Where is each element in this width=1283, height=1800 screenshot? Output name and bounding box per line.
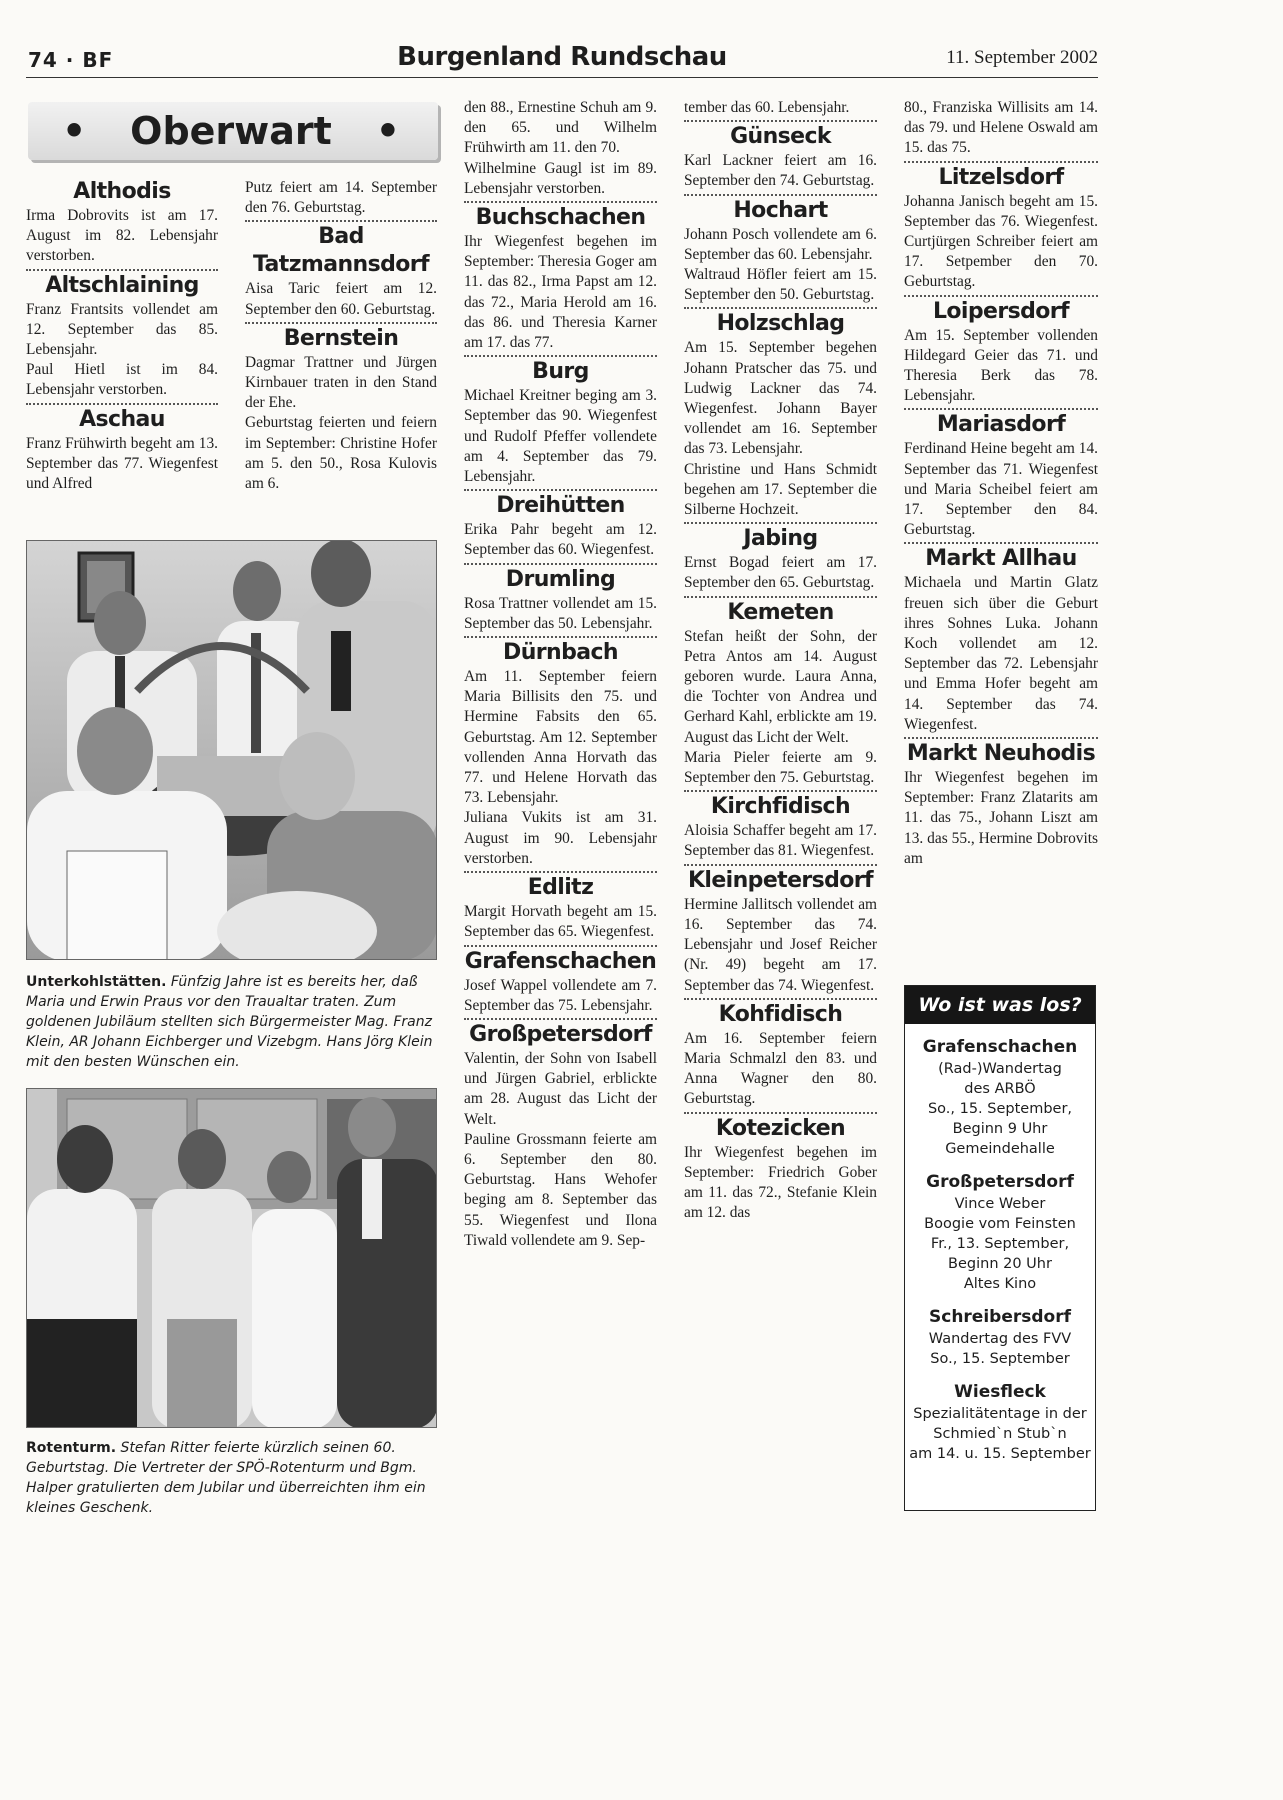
entry-text: Margit Horvath begeht am 15. September das 65. Wiegenfest. bbox=[464, 903, 657, 941]
entry-text: Stefan heißt der Sohn, der Petra Antos am 14. August geboren wurde. Laura Anna, die Tochter von Andrea und Gerhard Kahl, erblickte am 19. August das Licht der Welt. bbox=[684, 627, 877, 746]
entry-text: Aloisia Schaffer begeht am 17. September das 81. Wiegenfest. bbox=[684, 822, 877, 860]
entry-drumling bbox=[464, 563, 657, 634]
entry-text: Ihr Wiegenfest begehen im September: Friedrich Gober am 11. das 72., Stefanie Klein am 12. das bbox=[684, 1143, 877, 1222]
entry-kemeten bbox=[684, 596, 877, 789]
entry-text: Wilhelmine Gaugl ist im 89. Lebensjahr verstorben. bbox=[464, 159, 657, 197]
place-heading: Bad Tatzmannsdorf bbox=[252, 224, 429, 278]
entry-holzschlag bbox=[684, 307, 877, 520]
place-heading: Drumling bbox=[505, 566, 616, 592]
entry-text: Aisa Taric feiert am 12. September den 60. Geburtstag. bbox=[245, 280, 437, 318]
place-heading: Edlitz bbox=[527, 875, 594, 901]
place-heading: Loipersdorf bbox=[933, 298, 1069, 324]
entry-hochart bbox=[684, 194, 877, 306]
entry-gunseck bbox=[684, 120, 877, 191]
entry-althodis bbox=[26, 178, 218, 267]
event-detail: Wandertag des FVV bbox=[928, 1331, 1072, 1347]
photo-birthday-illustration bbox=[27, 1089, 437, 1428]
event-wiesfleck bbox=[905, 1380, 1095, 1464]
entry-text: Ihr Wiegenfest begehen im September: Theresia Goger am 11. das 82., Irma Papst am 12. das 72., Maria Herold am 16. das 86. und Theresia Karner am 17. das 77. bbox=[464, 233, 657, 352]
entry-buchschachen bbox=[464, 201, 657, 353]
place-heading: Jabing bbox=[743, 526, 818, 552]
page-number: 74 · BF bbox=[28, 48, 114, 72]
entry-text: Am 16. September feiern Maria Schmalzl den 83. und Anna Wagner den 80. Geburtstag. bbox=[684, 1029, 877, 1108]
event-place: Wiesfleck bbox=[954, 1382, 1046, 1402]
events-list bbox=[905, 1035, 1095, 1464]
event-detail: Beginn 9 Uhr bbox=[952, 1121, 1048, 1137]
entry-text: Erika Pahr begeht am 12. September das 60. Wiegenfest. bbox=[464, 521, 657, 559]
entry-text: Waltraud Höfler feiert am 15. September den 50. Geburtstag. bbox=[684, 266, 877, 304]
entry-text: Am 15. September begehen Johann Pratscher das 75. und Ludwig Lackner das 74. Wiegenfest. Johann Bayer vollendet am 16. September das 73. Lebensjahr. bbox=[684, 339, 877, 458]
event-detail: (Rad-)Wandertag bbox=[938, 1061, 1062, 1077]
entry-text: Karl Lackner feiert am 16. September den 74. Geburtstag. bbox=[684, 152, 877, 190]
place-heading: Markt Allhau bbox=[925, 546, 1077, 572]
place-heading: Kohfidisch bbox=[718, 1001, 843, 1027]
entry-continued bbox=[904, 98, 1098, 159]
entry-mariasdorf bbox=[904, 408, 1098, 540]
entry-text: Am 15. September vollenden Hildegard Geier das 71. und Theresia Berk das 78. Lebensjahr. bbox=[904, 326, 1098, 405]
event-place: Grafenschachen bbox=[922, 1037, 1078, 1057]
entry-bad-tatzmannsdorf bbox=[245, 220, 437, 319]
event-detail: am 14. u. 15. September bbox=[909, 1446, 1091, 1462]
photo-anniversary-illustration bbox=[27, 541, 437, 960]
entry-bernstein bbox=[245, 322, 437, 494]
entry-text: Johann Posch vollendete am 6. September das 60. Lebensjahr. bbox=[684, 225, 877, 263]
event-detail: Altes Kino bbox=[963, 1276, 1037, 1292]
photo-birthday-rotenturm bbox=[26, 1088, 437, 1428]
column-5 bbox=[904, 98, 1098, 973]
entry-loipersdorf bbox=[904, 295, 1098, 407]
entry-text: Irma Dobrovits ist am 17. August im 82. Lebensjahr verstorben. bbox=[26, 207, 218, 265]
entry-text: Paul Hietl ist im 84. Lebensjahr verstorben. bbox=[26, 361, 218, 399]
event-detail: So., 15. September bbox=[930, 1351, 1070, 1367]
place-heading: Hochart bbox=[733, 197, 828, 223]
entry-markt-neuhodis bbox=[904, 737, 1098, 869]
caption-1-place: Unterkohlstätten. bbox=[26, 974, 167, 990]
entry-text: tember das 60. Lebensjahr. bbox=[684, 99, 850, 116]
entry-grafenschachen bbox=[464, 945, 657, 1016]
event-detail: Boogie vom Feinsten bbox=[924, 1216, 1076, 1232]
event-detail: Vince Weber bbox=[954, 1196, 1046, 1212]
entry-kirchfidisch bbox=[684, 790, 877, 861]
entry-text: Dagmar Trattner und Jürgen Kirnbauer traten in den Stand der Ehe. bbox=[245, 353, 437, 412]
entry-text: Christine und Hans Schmidt begehen am 17. September die Silberne Hochzeit. bbox=[684, 460, 877, 519]
place-heading: Bernstein bbox=[283, 325, 399, 351]
event-detail: Fr., 13. September, bbox=[930, 1236, 1070, 1252]
entry-edlitz bbox=[464, 871, 657, 942]
event-detail: Beginn 20 Uhr bbox=[948, 1256, 1052, 1272]
entry-text: Geburtstag feierten und feiern im September: Christine Hofer am 5. den 50., Rosa Kulovis am 6. bbox=[245, 414, 437, 493]
page-header bbox=[26, 42, 1098, 78]
column-3 bbox=[464, 98, 657, 1523]
place-heading: Dürnbach bbox=[503, 640, 618, 666]
column-2 bbox=[245, 178, 437, 528]
place-heading: Kemeten bbox=[727, 599, 834, 625]
entry-continued bbox=[684, 98, 877, 118]
place-heading: Günseck bbox=[730, 124, 831, 150]
event-place: Großpetersdorf bbox=[926, 1172, 1074, 1192]
column-4 bbox=[684, 98, 877, 1523]
event-detail: Gemeindehalle bbox=[945, 1141, 1055, 1157]
place-heading: Litzelsdorf bbox=[938, 164, 1064, 190]
event-place: Schreibersdorf bbox=[929, 1307, 1071, 1327]
event-detail: des ARBÖ bbox=[964, 1081, 1036, 1097]
entry-text: Juliana Vukits ist am 31. August im 90. Lebensjahr verstorben. bbox=[464, 809, 657, 867]
entry-kleinpetersdorf bbox=[684, 864, 877, 996]
entry-text: Valentin, der Sohn von Isabell und Jürgen Gabriel, erblickte am 28. August das Licht der Welt. bbox=[464, 1049, 657, 1128]
entry-burg bbox=[464, 355, 657, 487]
entry-durnbach bbox=[464, 636, 657, 869]
entry-jabing bbox=[684, 522, 877, 593]
entry-text: Michael Kreitner beging am 3. September das 90. Wiegenfest und Rudolf Pfeffer vollendete am 4. September das 79. Lebensjahr. bbox=[464, 387, 657, 486]
entry-continued bbox=[464, 98, 657, 199]
entry-text: Hermine Jallitsch vollendet am 16. September das 74. Lebensjahr und Josef Reicher (Nr. 49) begeht am 17. September das 74. Wiegenfest. bbox=[684, 895, 877, 994]
entry-text: Putz feiert am 14. September den 76. Geburtstag. bbox=[245, 179, 437, 217]
entry-dreihutten bbox=[464, 489, 657, 560]
entry-litzelsdorf bbox=[904, 161, 1098, 293]
place-heading: Aschau bbox=[79, 406, 165, 432]
place-heading: Altschlaining bbox=[45, 272, 199, 298]
entry-text: Franz Frühwirth begeht am 13. September das 77. Wiegenfest und Alfred bbox=[26, 434, 218, 493]
entry-text: Maria Pieler feierte am 9. September den 75. Geburtstag. bbox=[684, 748, 877, 787]
entry-text: Ihr Wiegenfest begehen im September: Franz Zlatarits am 11. das 75., Johann Liszt am 13. das 55., Hermine Dobrovits am bbox=[904, 769, 1098, 867]
event-detail: Schmied`n Stub`n bbox=[933, 1426, 1067, 1442]
entry-continued bbox=[245, 178, 437, 218]
events-box bbox=[904, 985, 1096, 1511]
photo-golden-anniversary bbox=[26, 540, 437, 960]
caption-photo-2 bbox=[26, 1438, 438, 1518]
caption-2-text: Stefan Ritter feierte kürzlich seinen 60. Geburtstag. Die Vertreter der SPÖ-Rotenturm und Bgm. Halper gratulierten dem Jubilar und überreichten ihm ein kleines Geschenk. bbox=[26, 1440, 426, 1516]
issue-date: 11. September 2002 bbox=[946, 47, 1098, 68]
entry-kotezicken bbox=[684, 1112, 877, 1224]
caption-2-place: Rotenturm. bbox=[26, 1440, 117, 1456]
place-heading: Dreihütten bbox=[496, 493, 625, 519]
place-heading: Kleinpetersdorf bbox=[687, 867, 874, 893]
events-box-title: Wo ist was los? bbox=[905, 986, 1095, 1024]
entry-aschau bbox=[26, 403, 218, 495]
event-schreibersdorf bbox=[905, 1305, 1095, 1369]
region-title: Oberwart bbox=[130, 109, 332, 153]
bullet-right: • bbox=[375, 109, 400, 153]
place-heading: Kirchfidisch bbox=[710, 794, 851, 820]
entry-text: Am 11. September feiern Maria Billisits den 75. und Hermine Fabsits den 65. Geburtstag. Am 12. September vollenden Anna Horvath das 77. und Helene Horvath das 73. Lebensjahr. bbox=[464, 668, 657, 807]
entry-text: Pauline Grossmann feierte am 6. September den 80. Geburtstag. Hans Wehofer beging am 8. September das 55. Wiegenfest und Ilona Tiwald vollendete am 9. Sep- bbox=[464, 1130, 657, 1249]
caption-photo-1 bbox=[26, 972, 438, 1072]
entry-text: Josef Wappel vollendete am 7. September das 75. Lebensjahr. bbox=[464, 976, 657, 1014]
place-heading: Markt Neuhodis bbox=[906, 741, 1096, 767]
entry-grosspetersdorf bbox=[464, 1018, 657, 1251]
event-detail: So., 15. September, bbox=[927, 1101, 1073, 1117]
entry-text: Johanna Janisch begeht am 15. September das 76. Wiegenfest. Curtjürgen Schreiber feiert am 17. Setpember den 70. Geburtstag. bbox=[904, 192, 1098, 291]
entry-text: Ferdinand Heine begeht am 14. September das 71. Wiegenfest und Maria Scheibel feiert am 17. September den 84. Geburtstag. bbox=[904, 440, 1098, 539]
entry-text: Rosa Trattner vollendet am 15. September das 50. Lebensjahr. bbox=[464, 594, 657, 632]
place-heading: Burg bbox=[532, 359, 589, 385]
caption-1-text: Fünfzig Jahre ist es bereits her, daß Maria und Erwin Praus vor den Traualtar traten. Zum goldenen Jubiläum stellten sich Bürgermeister Mag. Franz Klein, AR Johann Eichberger und Vizebgm. Hans Jörg Klein mit den besten Wünschen ein. bbox=[26, 974, 433, 1070]
place-heading: Althodis bbox=[73, 179, 171, 204]
entry-text: Ernst Bogad feiert am 17. September den 65. Geburtstag. bbox=[684, 554, 877, 592]
place-heading: Grafenschachen bbox=[464, 948, 657, 974]
event-grafenschachen bbox=[905, 1035, 1095, 1159]
bullet-left: • bbox=[62, 109, 87, 153]
column-1 bbox=[26, 178, 218, 528]
newspaper-title: Burgenland Rundschau bbox=[397, 42, 727, 72]
place-heading: Buchschachen bbox=[475, 205, 646, 231]
region-banner bbox=[28, 102, 438, 160]
event-grosspetersdorf bbox=[905, 1170, 1095, 1294]
entry-text: 80., Franziska Willisits am 14. das 79. und Helene Oswald am 15. das 75. bbox=[904, 99, 1098, 157]
entry-text: Franz Frantsits vollendet am 12. September das 85. Lebensjahr. bbox=[26, 300, 218, 359]
entry-text: den 88., Ernestine Schuh am 9. den 65. und Wilhelm Frühwirth am 11. den 70. bbox=[464, 99, 657, 157]
entry-altschlaining bbox=[26, 269, 218, 401]
entry-kohfidisch bbox=[684, 998, 877, 1110]
entry-text: Michaela und Martin Glatz freuen sich über die Geburt ihres Sohnes Luka. Johann Koch vollendet am 12. September das 72. Lebensjahr und Emma Hofer begeht am 14. September das 74. Wiegenfest. bbox=[904, 574, 1098, 733]
place-heading: Holzschlag bbox=[716, 311, 845, 337]
entry-markt-allhau bbox=[904, 542, 1098, 735]
event-detail: Spezialitätentage in der bbox=[913, 1406, 1087, 1422]
place-heading: Großpetersdorf bbox=[469, 1021, 652, 1047]
place-heading: Mariasdorf bbox=[936, 412, 1066, 438]
place-heading: Kotezicken bbox=[715, 1115, 846, 1141]
